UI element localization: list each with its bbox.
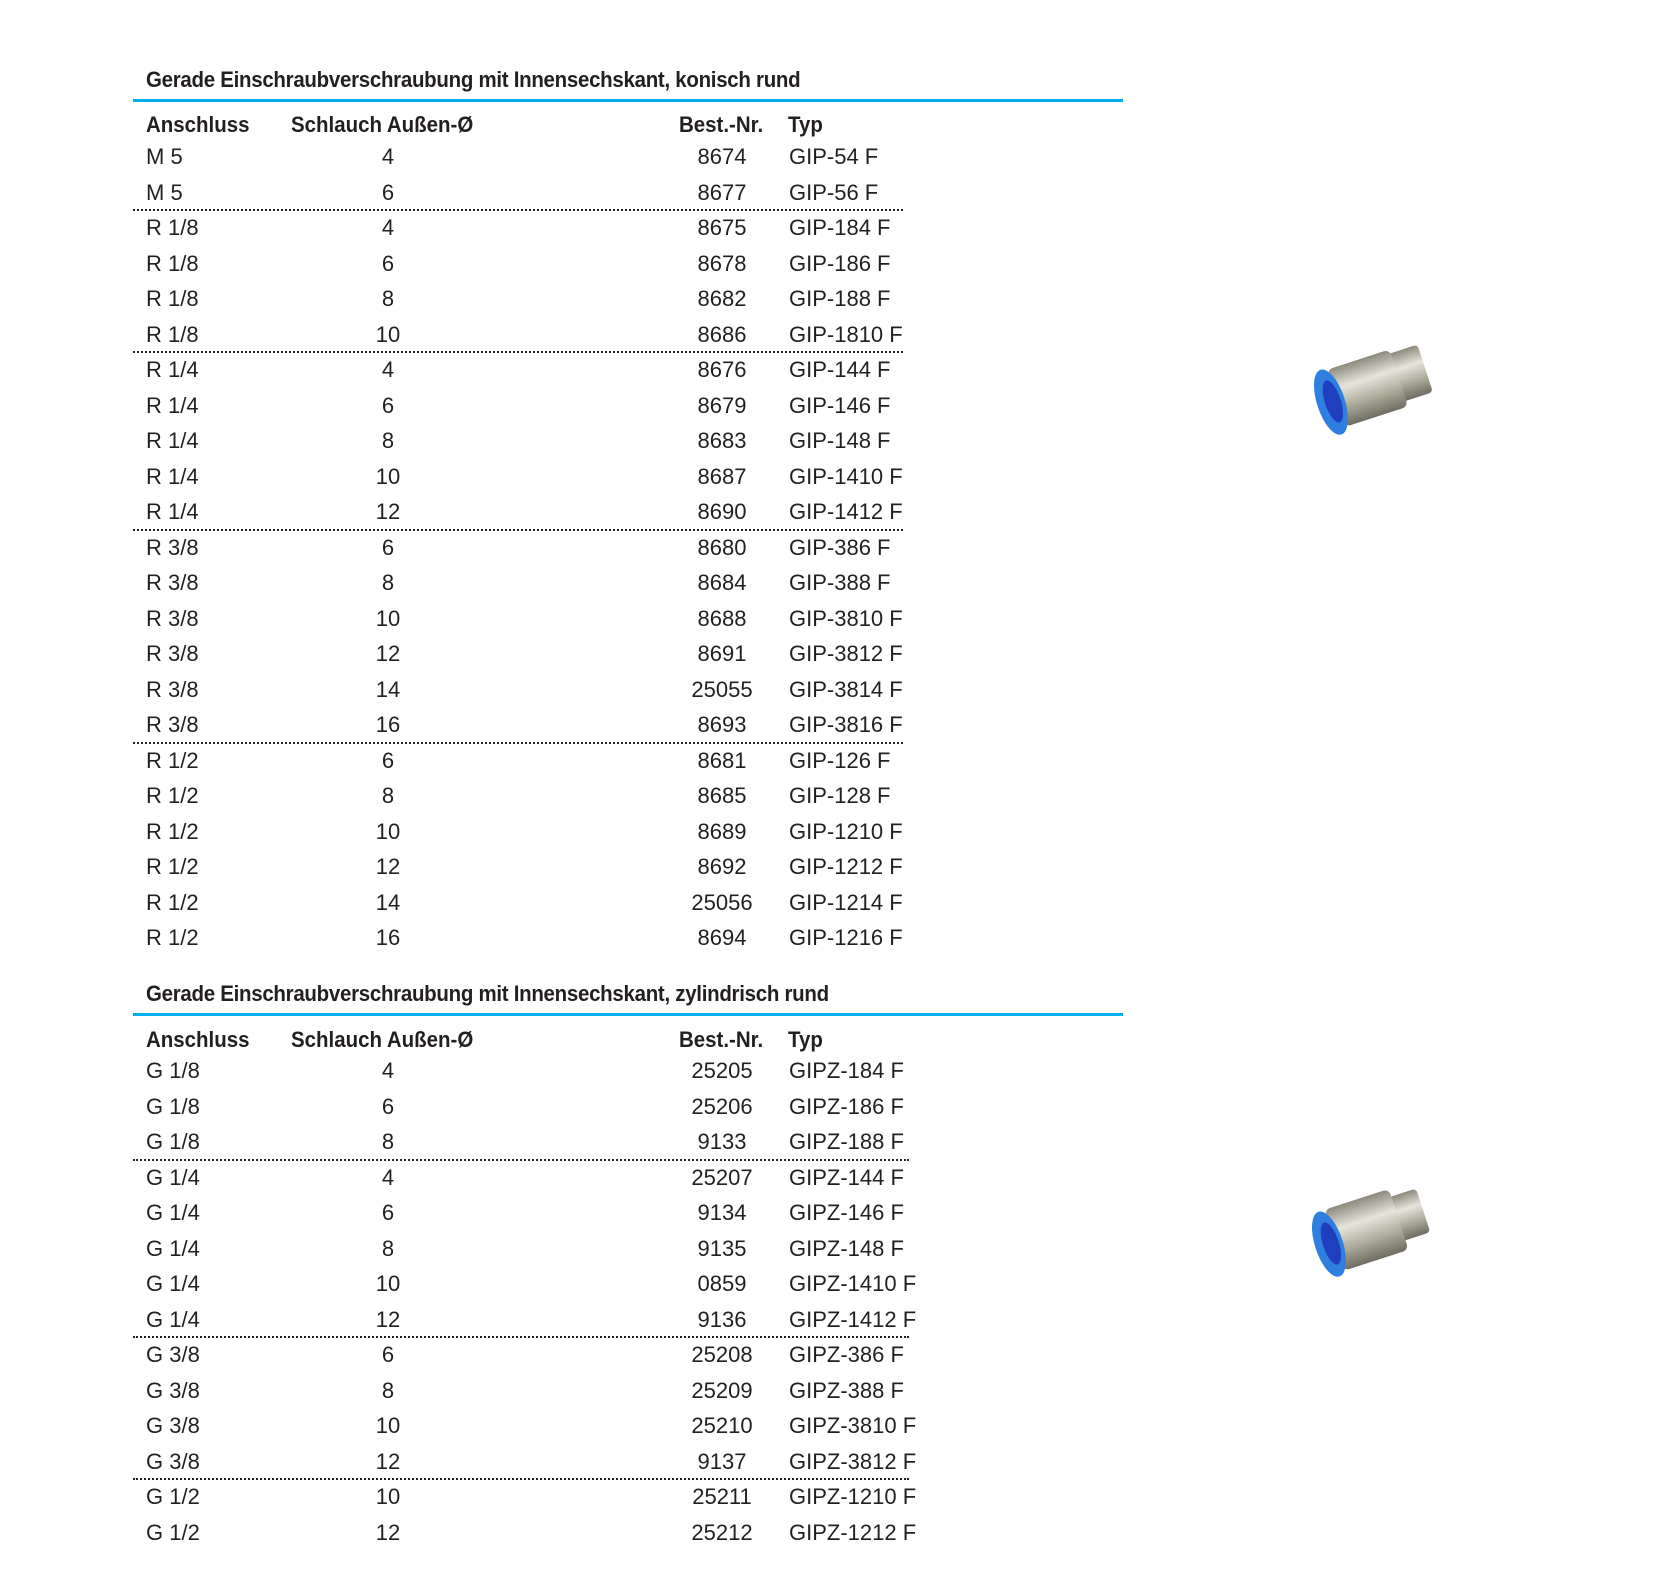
cell-typ: GIP-1212 F	[789, 854, 903, 879]
header-typ: Typ	[788, 112, 823, 137]
cell-typ: GIP-3810 F	[789, 605, 903, 631]
table-row	[0, 1266, 1000, 1301]
table-row	[0, 281, 1000, 316]
cell-typ: GIP-186 F	[789, 250, 891, 276]
cell-best-nr: 0859	[697, 1271, 747, 1296]
header-best-nr: Best.-Nr.	[679, 1027, 764, 1052]
cell-typ: GIPZ-1412 F	[789, 1306, 917, 1332]
cell-anschluss: R 1/2	[146, 854, 199, 879]
table-row	[0, 530, 1000, 565]
table-row	[0, 175, 1000, 210]
cell-typ: GIP-184 F	[789, 215, 891, 240]
cell-anschluss: G 1/4	[146, 1164, 200, 1190]
cell-best-nr: 8692	[697, 854, 747, 879]
cell-anschluss: M 5	[146, 144, 183, 169]
table-row	[0, 494, 1000, 529]
header-typ: Typ	[788, 1027, 823, 1052]
cell-schlauch: 10	[375, 1484, 401, 1509]
cell-typ: GIP-144 F	[789, 357, 891, 382]
cell-best-nr: 8688	[697, 605, 747, 631]
cell-schlauch: 10	[375, 818, 401, 844]
table-row	[0, 246, 1000, 281]
cell-anschluss: R 1/8	[146, 286, 199, 311]
cell-anschluss: G 1/2	[146, 1519, 200, 1545]
section-title: Gerade Einschraubverschraubung mit Innensechskant, zylindrisch rund	[146, 981, 829, 1006]
cell-typ: GIP-388 F	[789, 570, 891, 595]
cell-schlauch: 8	[381, 570, 395, 595]
cell-typ: GIPZ-148 F	[789, 1235, 904, 1261]
cell-best-nr: 8687	[697, 463, 747, 489]
cell-schlauch: 8	[381, 1377, 395, 1403]
cell-schlauch: 4	[381, 1058, 395, 1083]
cell-anschluss: G 1/8	[146, 1058, 200, 1083]
cell-best-nr: 8689	[697, 818, 747, 844]
cell-anschluss: G 1/2	[146, 1484, 200, 1509]
cell-schlauch: 6	[381, 1200, 395, 1225]
table-row	[0, 423, 1000, 458]
cell-typ: GIPZ-1210 F	[789, 1484, 917, 1509]
table-row	[0, 849, 1000, 884]
cell-typ: GIP-1410 F	[789, 463, 903, 489]
cell-schlauch: 12	[375, 641, 401, 666]
cell-schlauch: 10	[375, 1413, 401, 1438]
table-row	[0, 1124, 1000, 1159]
cell-typ: GIPZ-386 F	[789, 1342, 904, 1367]
table-row	[0, 778, 1000, 813]
cell-typ: GIPZ-1410 F	[789, 1271, 917, 1296]
cell-anschluss: G 1/4	[146, 1306, 200, 1332]
cell-typ: GIP-1214 F	[789, 889, 903, 915]
cell-anschluss: R 1/4	[146, 428, 199, 453]
cell-best-nr: 25207	[691, 1164, 753, 1190]
cell-typ: GIP-3814 F	[789, 676, 903, 702]
cell-anschluss: G 3/8	[146, 1448, 200, 1474]
cell-best-nr: 8682	[697, 286, 747, 311]
cell-schlauch: 6	[381, 747, 395, 773]
table-row	[0, 1408, 1000, 1443]
cell-best-nr: 9136	[697, 1306, 747, 1332]
cell-typ: GIP-1216 F	[789, 925, 903, 950]
cell-typ: GIPZ-388 F	[789, 1377, 904, 1403]
cell-typ: GIPZ-186 F	[789, 1093, 904, 1119]
cell-schlauch: 16	[375, 925, 401, 950]
cell-schlauch: 8	[381, 1235, 395, 1261]
cell-best-nr: 8676	[697, 357, 747, 382]
cell-schlauch: 16	[375, 712, 401, 737]
cell-anschluss: R 1/4	[146, 499, 199, 524]
header-anschluss: Anschluss	[146, 1027, 250, 1052]
cell-best-nr: 9133	[697, 1129, 747, 1154]
cell-best-nr: 8685	[697, 783, 747, 808]
table-row	[0, 707, 1000, 742]
accent-rule	[133, 1013, 1123, 1016]
push-in-fitting-conical-image	[1300, 330, 1450, 455]
table-row	[0, 1302, 1000, 1337]
cell-best-nr: 9137	[697, 1448, 747, 1474]
section-title: Gerade Einschraubverschraubung mit Innensechskant, konisch rund	[146, 67, 801, 92]
cell-anschluss: G 1/8	[146, 1093, 200, 1119]
cell-typ: GIP-56 F	[789, 179, 879, 205]
cell-typ: GIP-128 F	[789, 783, 891, 808]
cell-best-nr: 8681	[697, 747, 747, 773]
cell-anschluss: G 3/8	[146, 1342, 200, 1367]
cell-anschluss: R 3/8	[146, 570, 199, 595]
table-row	[0, 1444, 1000, 1479]
cell-best-nr: 8680	[697, 534, 747, 560]
cell-schlauch: 4	[381, 215, 395, 240]
table-row	[0, 672, 1000, 707]
table-row	[0, 814, 1000, 849]
cell-typ: GIP-188 F	[789, 286, 891, 311]
cell-typ: GIPZ-1212 F	[789, 1519, 917, 1545]
cell-typ: GIP-3812 F	[789, 641, 903, 666]
cell-best-nr: 8683	[697, 428, 747, 453]
header-schlauch: Schlauch Außen-Ø	[291, 112, 474, 137]
cell-best-nr: 8690	[697, 499, 747, 524]
table-row	[0, 317, 1000, 352]
cell-anschluss: R 1/8	[146, 215, 199, 240]
push-in-fitting-cylindrical-image	[1298, 1172, 1448, 1297]
table-row	[0, 565, 1000, 600]
cell-schlauch: 12	[375, 854, 401, 879]
cell-best-nr: 25208	[691, 1342, 753, 1367]
cell-schlauch: 6	[381, 1093, 395, 1119]
cell-schlauch: 6	[381, 179, 395, 205]
cell-best-nr: 8694	[697, 925, 747, 950]
cell-typ: GIPZ-146 F	[789, 1200, 904, 1225]
cell-schlauch: 10	[375, 463, 401, 489]
cell-schlauch: 4	[381, 144, 395, 169]
cell-anschluss: R 1/4	[146, 392, 199, 418]
table-row	[0, 139, 1000, 174]
cell-best-nr: 9135	[697, 1235, 747, 1261]
cell-schlauch: 4	[381, 357, 395, 382]
cell-typ: GIP-148 F	[789, 428, 891, 453]
table-row	[0, 388, 1000, 423]
cell-typ: GIPZ-188 F	[789, 1129, 904, 1154]
cell-anschluss: R 1/8	[146, 321, 199, 347]
cell-anschluss: R 1/2	[146, 925, 199, 950]
cell-schlauch: 12	[375, 1519, 401, 1545]
cell-typ: GIP-386 F	[789, 534, 891, 560]
cell-anschluss: R 3/8	[146, 641, 199, 666]
cell-schlauch: 10	[375, 605, 401, 631]
cell-best-nr: 25211	[692, 1484, 752, 1509]
cell-schlauch: 6	[381, 250, 395, 276]
cell-best-nr: 8679	[697, 392, 747, 418]
cell-anschluss: R 1/8	[146, 250, 199, 276]
table-row	[0, 743, 1000, 778]
table-row	[0, 636, 1000, 671]
cell-best-nr: 8674	[697, 144, 747, 169]
cell-anschluss: R 3/8	[146, 676, 199, 702]
table-row	[0, 1479, 1000, 1514]
cell-schlauch: 12	[375, 499, 401, 524]
cell-best-nr: 8691	[697, 641, 747, 666]
cell-schlauch: 10	[375, 321, 401, 347]
cell-anschluss: R 1/4	[146, 357, 199, 382]
cell-anschluss: M 5	[146, 179, 183, 205]
table-row	[0, 920, 1000, 955]
table-row	[0, 885, 1000, 920]
cell-best-nr: 8678	[697, 250, 747, 276]
cell-schlauch: 4	[381, 1164, 395, 1190]
cell-schlauch: 8	[381, 428, 395, 453]
cell-best-nr: 25205	[691, 1058, 753, 1083]
cell-typ: GIP-3816 F	[789, 712, 903, 737]
table-row	[0, 459, 1000, 494]
cell-anschluss: G 3/8	[146, 1413, 200, 1438]
table-row	[0, 210, 1000, 245]
cell-schlauch: 8	[381, 286, 395, 311]
cell-anschluss: G 3/8	[146, 1377, 200, 1403]
cell-anschluss: R 1/2	[146, 747, 199, 773]
cell-schlauch: 10	[375, 1271, 401, 1296]
cell-best-nr: 8675	[697, 215, 747, 240]
cell-best-nr: 8686	[697, 321, 747, 347]
cell-typ: GIPZ-3812 F	[789, 1448, 917, 1474]
cell-best-nr: 8693	[697, 712, 747, 737]
cell-typ: GIP-54 F	[789, 144, 879, 169]
cell-best-nr: 25055	[691, 676, 753, 702]
cell-typ: GIP-1412 F	[789, 499, 903, 524]
cell-typ: GIPZ-144 F	[789, 1164, 904, 1190]
cell-schlauch: 14	[375, 889, 401, 915]
cell-best-nr: 9134	[697, 1200, 747, 1225]
cell-best-nr: 25209	[691, 1377, 753, 1403]
cell-anschluss: R 3/8	[146, 605, 199, 631]
table-row	[0, 1373, 1000, 1408]
cell-anschluss: R 3/8	[146, 534, 199, 560]
cell-anschluss: R 1/2	[146, 889, 199, 915]
cell-typ: GIP-1810 F	[789, 321, 903, 347]
accent-rule	[133, 99, 1123, 102]
cell-best-nr: 25212	[691, 1519, 753, 1545]
table-row	[0, 1515, 1000, 1550]
header-schlauch: Schlauch Außen-Ø	[291, 1027, 474, 1052]
cell-best-nr: 25210	[691, 1413, 753, 1438]
cell-schlauch: 12	[375, 1306, 401, 1332]
cell-schlauch: 6	[381, 392, 395, 418]
table-row	[0, 1195, 1000, 1230]
table-row	[0, 1231, 1000, 1266]
cell-best-nr: 25206	[691, 1093, 753, 1119]
table-row	[0, 601, 1000, 636]
cell-schlauch: 6	[381, 534, 395, 560]
cell-best-nr: 25056	[691, 889, 753, 915]
table-row	[0, 352, 1000, 387]
header-best-nr: Best.-Nr.	[679, 112, 764, 137]
table-row	[0, 1089, 1000, 1124]
cell-typ: GIPZ-184 F	[789, 1058, 904, 1083]
cell-schlauch: 6	[381, 1342, 395, 1367]
cell-anschluss: G 1/8	[146, 1129, 200, 1154]
table-row	[0, 1337, 1000, 1372]
cell-typ: GIP-146 F	[789, 392, 891, 418]
cell-anschluss: R 3/8	[146, 712, 199, 737]
cell-best-nr: 8677	[697, 179, 747, 205]
cell-schlauch: 8	[381, 1129, 395, 1154]
cell-schlauch: 12	[375, 1448, 401, 1474]
cell-anschluss: G 1/4	[146, 1200, 200, 1225]
cell-schlauch: 8	[381, 783, 395, 808]
cell-typ: GIP-126 F	[789, 747, 891, 773]
header-anschluss: Anschluss	[146, 112, 250, 137]
cell-anschluss: G 1/4	[146, 1235, 200, 1261]
table-row	[0, 1160, 1000, 1195]
cell-anschluss: R 1/4	[146, 463, 199, 489]
table-row	[0, 1053, 1000, 1088]
cell-typ: GIP-1210 F	[789, 818, 903, 844]
cell-typ: GIPZ-3810 F	[789, 1413, 917, 1438]
cell-anschluss: R 1/2	[146, 818, 199, 844]
cell-anschluss: G 1/4	[146, 1271, 200, 1296]
cell-anschluss: R 1/2	[146, 783, 199, 808]
cell-best-nr: 8684	[697, 570, 747, 595]
cell-schlauch: 14	[375, 676, 401, 702]
